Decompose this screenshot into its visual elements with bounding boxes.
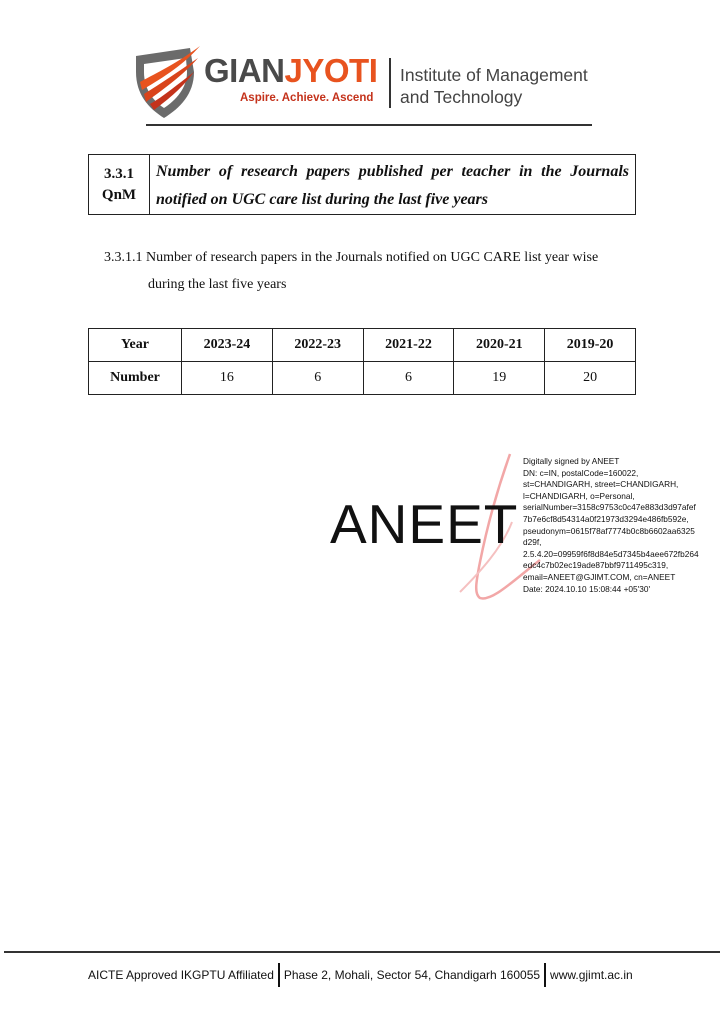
signature-detail-line: 7b7e6cf8d54314a0f21973d3294e486fb592e,	[523, 513, 689, 524]
signature-detail-line: st=CHANDIGARH, street=CHANDIGARH,	[523, 479, 679, 490]
institution-header	[132, 42, 602, 128]
metric-code	[89, 155, 150, 214]
table-number-cell: 6	[363, 362, 454, 395]
table-year-cell: 2022-23	[272, 329, 363, 362]
institute-name	[400, 64, 588, 108]
header-rule	[146, 124, 592, 126]
signer-name: ANEET	[330, 493, 519, 555]
signature-detail-line: 2.5.4.20=09959f6f8d84e5d7345b4aee672fb264	[523, 548, 699, 559]
footer-website: www.gjimt.ac.in	[550, 968, 633, 982]
institute-line-1: Institute of Management	[400, 65, 588, 85]
signature-detail-line: email=ANEET@GJIMT.COM, cn=ANEET	[523, 571, 676, 582]
metric-code-type: QnM	[101, 186, 137, 203]
institute-line-2: and Technology	[400, 87, 523, 107]
footer-separator	[544, 963, 546, 987]
table-row-years	[89, 329, 636, 362]
page-footer	[88, 963, 633, 987]
table-year-cell: 2019-20	[545, 329, 636, 362]
table-number-cell: 19	[454, 362, 545, 395]
table-number-cell: 6	[272, 362, 363, 395]
shield-logo-icon	[132, 42, 202, 120]
table-year-cell: 2020-21	[454, 329, 545, 362]
metric-title: Number of research papers published per teacher in the Journals notified on UGC care list during the last five years	[156, 163, 629, 208]
year-wise-table	[88, 328, 636, 395]
table-row-numbers	[89, 362, 636, 395]
signature-detail-line: edc4c7b02ec19ade87bbf9711495c319,	[523, 560, 669, 571]
table-year-cell: 2021-22	[363, 329, 454, 362]
brand-jyoti: JYOTI	[284, 52, 378, 89]
table-number-cell: 16	[182, 362, 273, 395]
brand-gian: GIAN	[204, 52, 285, 89]
footer-address: Phase 2, Mohali, Sector 54, Chandigarh 160055	[283, 968, 541, 982]
signature-details	[523, 456, 699, 595]
metric-box	[88, 154, 636, 215]
brand-name	[204, 54, 377, 87]
signature-detail-line: d29f,	[523, 537, 542, 548]
footer-affiliation: AICTE Approved IKGPTU Affiliated	[88, 968, 274, 982]
metric-code-number: 3.3.1	[104, 165, 134, 182]
brand-tagline: Aspire. Achieve. Ascend	[240, 92, 374, 104]
signature-detail-line: serialNumber=3158c9753c0c47e883d3d97afef	[523, 502, 696, 513]
table-number-cell: 20	[545, 362, 636, 395]
signature-detail-line: l=CHANDIGARH, o=Personal,	[523, 490, 635, 501]
header-divider	[389, 58, 391, 108]
footer-separator	[278, 963, 280, 987]
signature-detail-line: DN: c=IN, postalCode=160022,	[523, 467, 639, 478]
footer-rule	[4, 951, 720, 953]
digital-signature	[330, 452, 720, 602]
signature-detail-line: Date: 2024.10.10 15:08:44 +05'30'	[523, 583, 651, 594]
table-header-year: Year	[89, 329, 182, 362]
sub-metric-description	[104, 244, 637, 298]
table-header-number: Number	[89, 362, 182, 395]
signature-detail-line: pseudonym=0615f78af7774b0c8b6602aa6325	[523, 525, 695, 536]
table-year-cell: 2023-24	[182, 329, 273, 362]
sub-metric-line-2: during the last five years	[148, 277, 287, 292]
sub-metric-line-1: 3.3.1.1 Number of research papers in the Journals notified on UGC CARE list year wise	[104, 250, 599, 265]
signature-detail-line: Digitally signed by ANEET	[523, 456, 620, 466]
